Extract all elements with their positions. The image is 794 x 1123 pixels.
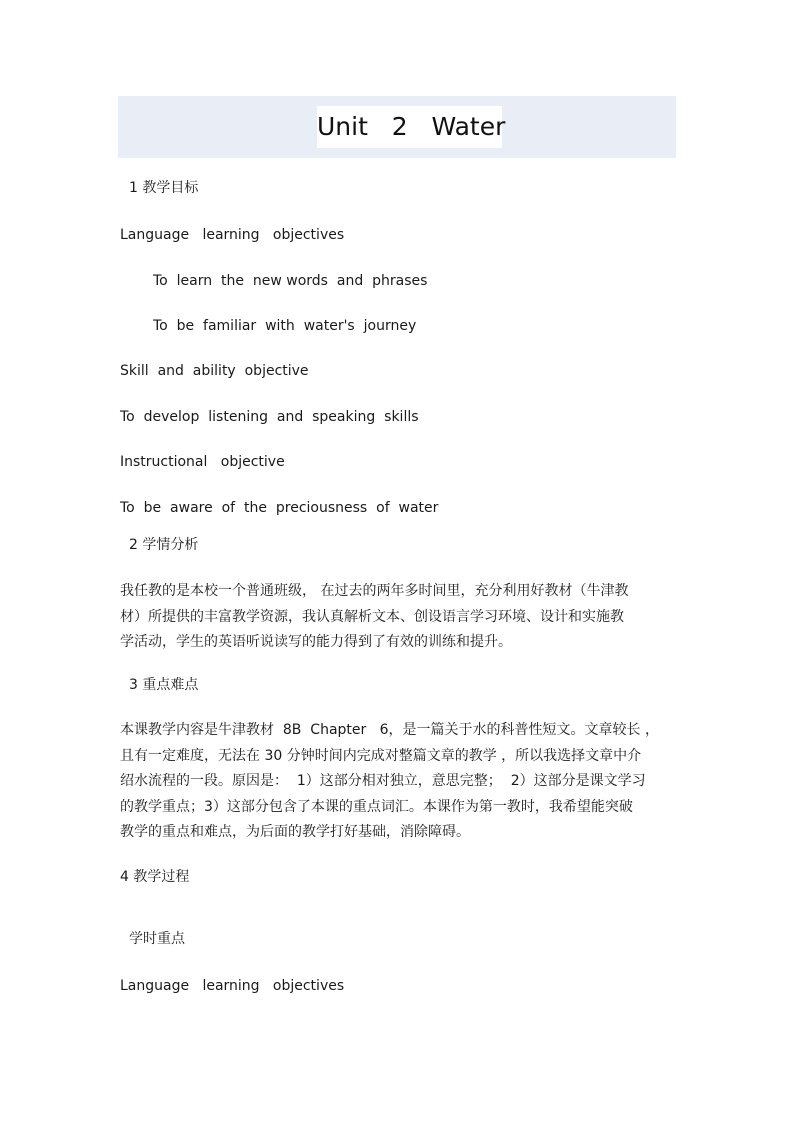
section-heading-analysis: 2 学情分析 [129,537,199,553]
section-heading-process: 4 教学过程 [120,869,190,885]
objective-language-item-2: To be familiar with water's journey [153,318,417,334]
key-points-line-4: 的教学重点；3）这部分包含了本课的重点词汇。本课作为第一教时，我希望能突破 [120,798,633,815]
key-points-line-3: 绍水流程的一段。原因是： 1）这部分相对独立，意思完整； 2）这部分是课文学习 [120,773,646,789]
analysis-line-3: 学活动，学生的英语听说读写的能力得到了有效的训练和提升。 [120,634,512,650]
objective-instructional-item: To be aware of the preciousness of water [120,500,439,516]
key-points-line-2: 且有一定难度，无法在 30 分钟时间内完成对整篇文章的教学 ，所以我选择文章中介 [120,747,642,764]
analysis-line-2: 材）所提供的丰富教学资源，我认真解析文本、创设语言学习环境、设计和实施教 [120,608,624,625]
analysis-line-1: 我任教的是本校一个普通班级， 在过去的两年多时间里，充分利用好教材（牛津教 [120,583,629,599]
document-title: Unit 2 Water [317,112,506,141]
process-objective-heading: Language learning objectives [120,978,345,994]
objective-skill-heading: Skill and ability objective [120,363,309,379]
process-subheading: 学时重点 [129,931,185,947]
objective-language-heading: Language learning objectives [120,227,345,243]
objective-language-item-1: To learn the new words and phrases [153,273,428,289]
key-points-line-1: 本课教学内容是牛津教材 8B Chapter 6，是一篇关于水的科普性短文。文章较长 ， [120,722,659,738]
objective-skill-item: To develop listening and speaking skills [120,409,419,425]
objective-instructional-heading: Instructional objective [120,454,285,470]
section-heading-key-points: 3 重点难点 [129,677,199,693]
analysis-paragraph [120,579,680,656]
key-points-line-5: 教学的重点和难点，为后面的教学打好基础，消除障碍。 [120,824,470,840]
key-points-paragraph [120,718,680,846]
section-heading-objectives: 1 教学目标 [129,180,199,196]
